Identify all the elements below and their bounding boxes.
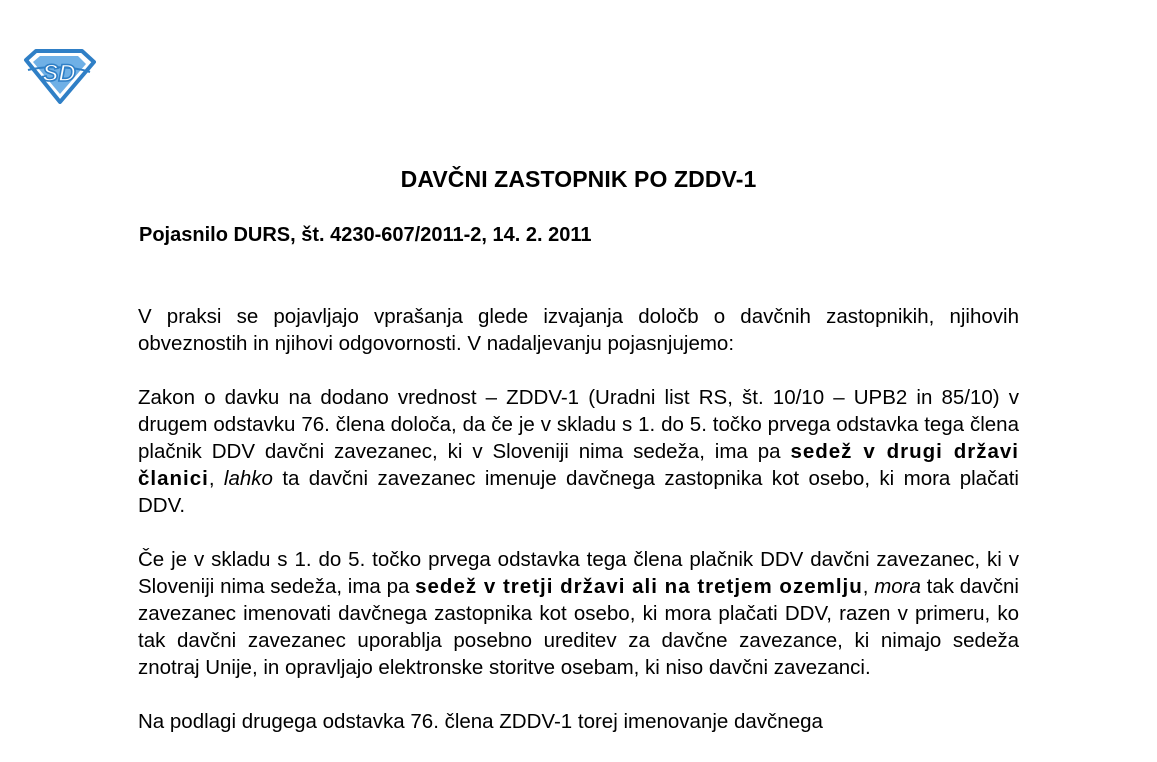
logo-lettering: SD <box>42 60 76 87</box>
document-body <box>138 303 1019 762</box>
paragraph-2-text-c: ta davčni zavezanec imenuje davčnega zastopnika kot osebo, ki mora plačati DDV. <box>138 467 1019 517</box>
document-subtitle: Pojasnilo DURS, št. 4230-607/2011-2, 14. 2. 2011 <box>139 224 592 246</box>
paragraph-3 <box>138 546 1019 681</box>
paragraph-1: V praksi se pojavljajo vprašanja glede izvajanja določb o davčnih zastopnikih, njihovih obveznostih in njihovi odgovornosti. V nadaljevanju pojasnjujemo: <box>138 305 1019 355</box>
diamond-logo-icon <box>22 48 96 104</box>
paragraph-2-text-b: , <box>208 467 224 490</box>
paragraph-2-italic: lahko <box>223 467 273 490</box>
paragraph-2 <box>138 384 1019 519</box>
paragraph-3-italic: mora <box>874 575 921 598</box>
paragraph-2-bold: sedež v drugi državi članici <box>138 440 1020 490</box>
company-logo <box>22 48 96 104</box>
paragraph-3-text-b: , <box>862 575 875 598</box>
paragraph-3-text-a: Če je v skladu s 1. do 5. točko prvega odstavka tega člena plačnik DDV davčni zavezanec, ki v Sloveniji nima sedeža, ima pa <box>138 548 1019 598</box>
document-title: DAVČNI ZASTOPNIK PO ZDDV-1 <box>400 166 757 192</box>
paragraph-4: Na podlagi drugega odstavka 76. člena ZDDV-1 torej imenovanje davčnega <box>138 710 823 733</box>
paragraph-3-text-c: tak davčni zavezanec imenovati davčnega zastopnika kot osebo, ki mora plačati DDV, razen v primeru, ko tak davčni zavezanec uporablja posebno ureditev za davčne zavezance, ki nimajo sedeža znotraj Unije, in opravljajo elektronske storitve osebam, ki niso davčni zavezanci. <box>138 575 1019 679</box>
paragraph-3-bold: sedež v tretji državi ali na tretjem ozemlju <box>415 575 863 598</box>
paragraph-2-text-a: Zakon o davku na dodano vrednost – ZDDV-1 (Uradni list RS, št. 10/10 – UPB2 in 85/10) v drugem odstavku 76. člena določa, da če je v skladu s 1. do 5. točko prvega odstavka tega člena plačnik DDV davčni zavezanec, ki v Sloveniji nima sedeža, ima pa <box>138 386 1019 463</box>
